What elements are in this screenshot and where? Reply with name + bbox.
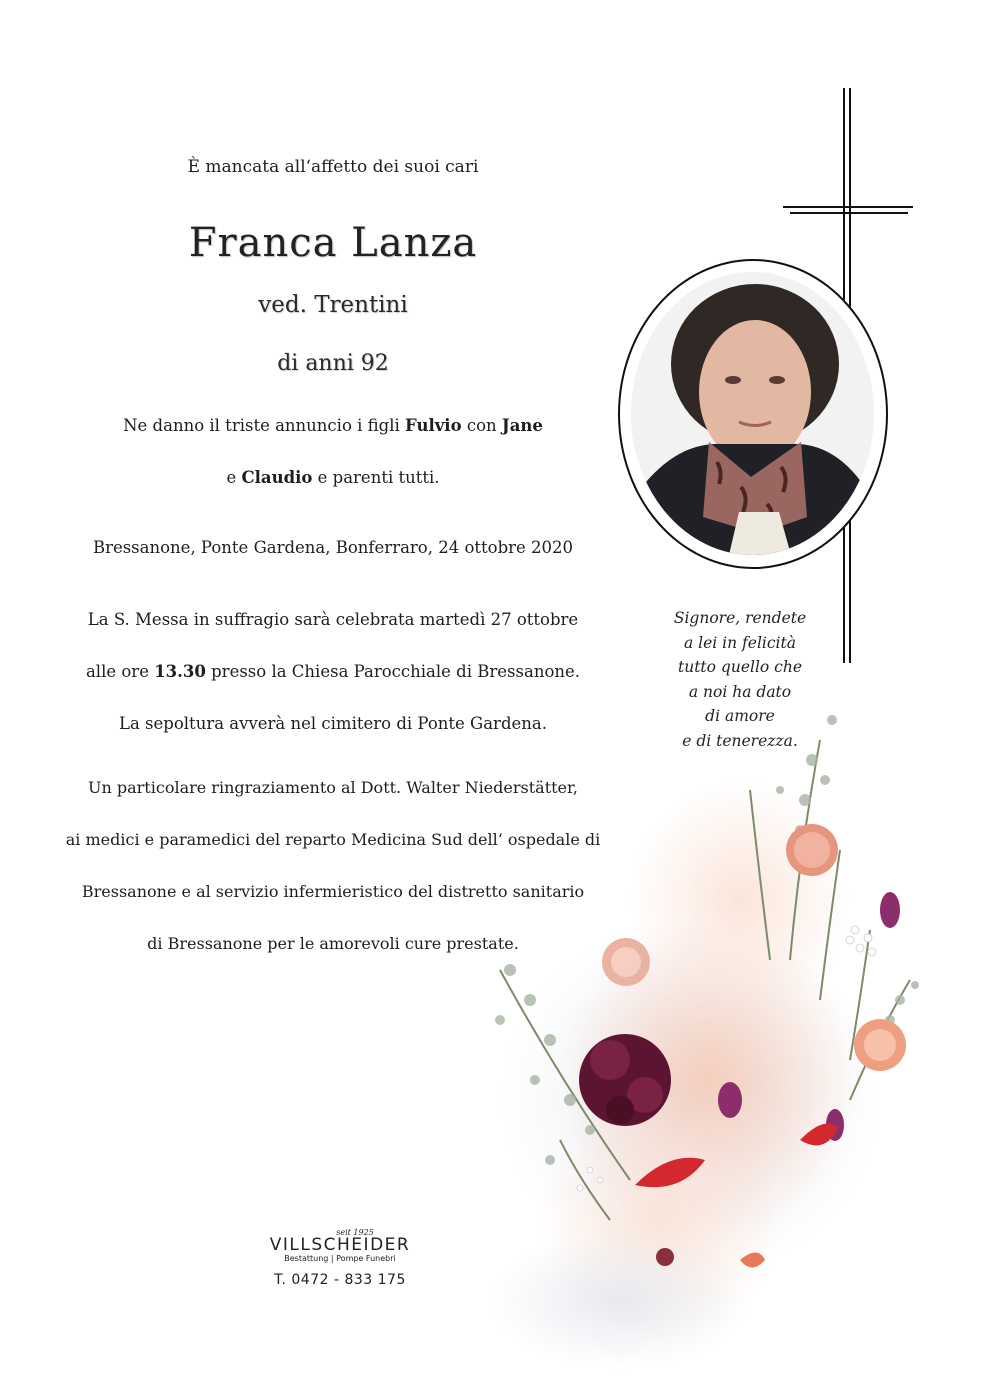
mass-text: alle ore [85, 662, 155, 681]
announcement-line-1 [0, 400, 666, 452]
quote-line: a noi ha dato [688, 682, 792, 701]
maiden-name: ved. Trentini [258, 292, 408, 318]
announcement-line-2 [0, 452, 666, 504]
mass-text: presso la Chiesa Parocchiale di Bressanone. [205, 662, 581, 681]
logo-name: VILLSCHEIDER [269, 1235, 411, 1255]
deceased-name: Franca Lanza [188, 220, 478, 266]
thanks-line: di Bressanone per le amorevoli cure prestate. [147, 934, 519, 953]
portrait-photo [631, 272, 874, 555]
quote-line: a lei in felicità [684, 633, 796, 652]
announcement-text: con [461, 416, 502, 435]
age: di anni 92 [277, 351, 389, 376]
quote-line: e di tenerezza. [682, 731, 798, 750]
quote-line: Signore, rendete [673, 609, 807, 627]
mass-line-2 [0, 646, 666, 698]
burial-line: La sepoltura avverà nel cimitero di Ponte Gardena. [119, 714, 547, 733]
funeral-home-logo [240, 1228, 440, 1288]
child-partner-name: Jane [501, 416, 543, 435]
logo-since: seit 1925 [336, 1228, 374, 1237]
logo-phone: T. 0472 - 833 175 [274, 1272, 406, 1288]
announcement-text: Ne danno il triste annuncio i figli [123, 416, 406, 435]
thanks-line: Bressanone e al servizio infermieristico del distretto sanitario [81, 882, 585, 901]
announcement-text: e parenti tutti. [312, 468, 440, 487]
quote-line: di amore [705, 707, 775, 725]
quote-line: tutto quello che [677, 658, 802, 676]
place-date: Bressanone, Ponte Gardena, Bonferraro, 24 ottobre 2020 [92, 538, 574, 557]
thanks-line: ai medici e paramedici del reparto Medicina Sud dell‘ ospedale di [65, 830, 601, 849]
floral-decoration [440, 700, 982, 1379]
family-announcement [0, 400, 666, 504]
child-name: Fulvio [405, 416, 462, 435]
announcement-text: e [226, 468, 242, 487]
logo-subtitle: Bestattung | Pompe Funebri [284, 1254, 396, 1263]
child-name: Claudio [241, 468, 313, 487]
mass-time: 13.30 [154, 662, 206, 681]
intro-text: È mancata all‘affetto dei suoi cari [187, 157, 479, 177]
thanks-line: Un particolare ringraziamento al Dott. Walter Niederstätter, [88, 778, 578, 797]
mass-line-1: La S. Messa in suffragio sarà celebrata martedì 27 ottobre [87, 610, 579, 629]
